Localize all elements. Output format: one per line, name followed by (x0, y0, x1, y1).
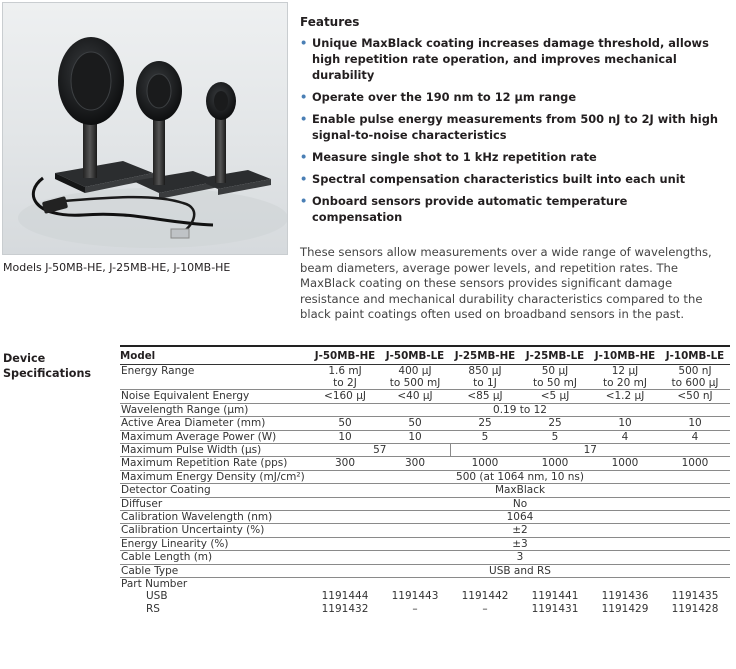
table-cell: 12 µJ to 20 mJ (603, 364, 647, 389)
features-list (300, 35, 720, 225)
feature-item (300, 111, 720, 143)
table-cell: 500 (at 1064 nm, 10 ns) (456, 470, 584, 483)
bullet-icon: • (300, 36, 308, 50)
row-label: Maximum Energy Density (mJ/cm²) (121, 470, 305, 483)
table-row (120, 484, 730, 497)
row-label: Calibration Uncertainty (%) (121, 524, 265, 537)
table-cell: 10 (688, 417, 702, 430)
spec-section-label (3, 351, 91, 381)
sensor-large (55, 37, 153, 193)
table-row (120, 603, 730, 615)
table-row (120, 390, 730, 403)
table-cell: 4 (621, 430, 629, 443)
row-label: RS (146, 602, 160, 615)
table-row (120, 457, 730, 470)
header-model: Model (120, 350, 310, 364)
spec-table (120, 350, 730, 615)
row-label: Diffuser (121, 497, 163, 510)
table-cell: 1191429 (601, 602, 649, 615)
bullet-icon: • (300, 194, 308, 208)
row-label: Calibration Wavelength (nm) (121, 510, 273, 523)
table-cell: 50 µJ to 50 mJ (533, 364, 577, 389)
table-cell: 1000 (611, 457, 639, 470)
description-paragraph: These sensors allow measurements over a wide range of wavelengths, beam diameters, average power levels, and repetition rates. The MaxBlack coating on these sensors provides significant damage resistance and mechanical durability characteristics compared to the black paint coatings often used on broadband sensors in the past. (300, 245, 712, 321)
table-cell: MaxBlack (494, 484, 546, 497)
feature-item (300, 193, 720, 225)
table-cell: 1191441 (531, 590, 579, 603)
table-cell: 4 (691, 430, 699, 443)
row-label: Detector Coating (121, 484, 211, 497)
table-cell: <85 µJ (467, 390, 503, 403)
row-label: Maximum Pulse Width (µs) (121, 443, 262, 456)
feature-text: Spectral compensation characteristics built into each unit (312, 172, 686, 186)
table-cell: 1000 (471, 457, 499, 470)
table-cell: 1191428 (671, 602, 719, 615)
spec-label-line-1: Device (3, 352, 46, 365)
table-cell: 1191436 (601, 590, 649, 603)
section-divider (120, 345, 730, 347)
row-label: Part Number (121, 578, 188, 590)
table-cell: 5 (481, 430, 489, 443)
bullet-icon: • (300, 112, 308, 126)
table-row (120, 470, 730, 483)
row-label: Cable Length (m) (121, 551, 213, 564)
table-cell: 1.6 mJ to 2J (328, 364, 362, 389)
table-cell: ±3 (512, 537, 528, 550)
table-cell: – (482, 602, 488, 615)
header-model-2: J-50MB-LE (380, 350, 450, 364)
table-row (120, 364, 730, 390)
table-header-row (120, 350, 730, 364)
table-cell: 50 (338, 417, 352, 430)
table-cell: 500 nJ to 600 µJ (671, 364, 719, 389)
sensor-small (195, 82, 271, 195)
table-row (120, 417, 730, 430)
table-row (120, 510, 730, 523)
feature-item (300, 89, 720, 105)
feature-item (300, 149, 720, 165)
sensors-illustration (3, 3, 288, 255)
table-cell: 1191435 (671, 590, 719, 603)
table-row (120, 578, 730, 591)
row-label: Noise Equivalent Energy (121, 390, 250, 403)
bullet-icon: • (300, 172, 308, 186)
row-label: Active Area Diameter (mm) (121, 417, 266, 430)
header-model-4: J-25MB-LE (520, 350, 590, 364)
row-label: USB (146, 590, 168, 603)
table-cell: 5 (551, 430, 559, 443)
bullet-icon: • (300, 90, 308, 104)
feature-text: Operate over the 190 nm to 12 µm range (312, 90, 577, 104)
features-title: Features (300, 15, 360, 29)
table-cell: 10 (408, 430, 422, 443)
table-cell: 1191442 (461, 590, 509, 603)
row-label: Energy Linearity (%) (121, 537, 229, 550)
feature-text: Measure single shot to 1 kHz repetition rate (312, 150, 597, 164)
table-cell: 400 µJ to 500 mJ (389, 364, 441, 389)
table-cell: 850 µJ to 1J (468, 364, 502, 389)
header-model-1: J-50MB-HE (310, 350, 380, 364)
table-row (120, 524, 730, 537)
table-cell: 3 (516, 551, 524, 564)
row-label: Maximum Average Power (W) (121, 430, 277, 443)
table-row (120, 497, 730, 510)
table-row (120, 430, 730, 443)
bullet-icon: • (300, 150, 308, 164)
table-cell: 1191431 (531, 602, 579, 615)
table-row (120, 443, 730, 456)
table-cell: 25 (548, 417, 562, 430)
table-cell: 1000 (541, 457, 569, 470)
table-row (120, 403, 730, 416)
table-cell: USB and RS (489, 564, 551, 577)
header-model-3: J-25MB-HE (450, 350, 520, 364)
table-cell: No (512, 497, 528, 510)
table-cell: <40 µJ (397, 390, 433, 403)
table-row (120, 537, 730, 550)
feature-text: Onboard sensors provide automatic temperature compensation (312, 194, 628, 224)
table-row (120, 590, 730, 602)
row-label: Cable Type (121, 564, 179, 577)
features-section (300, 15, 720, 231)
table-cell: <160 µJ (324, 390, 366, 403)
feature-item (300, 35, 720, 83)
header-model-6: J-10MB-LE (660, 350, 730, 364)
table-row (120, 551, 730, 564)
header-model-5: J-10MB-HE (590, 350, 660, 364)
table-cell: <5 µJ (540, 390, 570, 403)
table-cell: 300 (334, 457, 356, 470)
feature-text: Unique MaxBlack coating increases damage threshold, allows high repetition rate operation, and improves mechanical durability (312, 36, 709, 82)
table-cell: 17 (583, 443, 597, 456)
feature-item (300, 171, 720, 187)
spec-label-line-2: Specifications (3, 367, 92, 380)
table-cell: – (412, 602, 418, 615)
table-cell: ±2 (512, 524, 528, 537)
table-cell: 10 (338, 430, 352, 443)
table-cell: 50 (408, 417, 422, 430)
table-cell: 10 (618, 417, 632, 430)
table-cell: 1064 (506, 510, 534, 523)
table-cell: 25 (478, 417, 492, 430)
table-cell: 0.19 to 12 (493, 403, 547, 416)
product-photo (2, 2, 288, 255)
photo-caption: Models J-50MB-HE, J-25MB-HE, J-10MB-HE (3, 261, 231, 274)
table-cell: <50 nJ (677, 390, 713, 403)
table-cell: 1191444 (321, 590, 369, 603)
table-cell: 1000 (681, 457, 709, 470)
table-cell: 1191432 (321, 602, 369, 615)
table-cell (310, 578, 730, 591)
table-cell: 1191443 (391, 590, 439, 603)
table-cell: <1.2 µJ (605, 390, 645, 403)
feature-text: Enable pulse energy measurements from 500 nJ to 2J with high signal-to-noise characteristics (312, 112, 718, 142)
row-label: Wavelength Range (µm) (121, 403, 249, 416)
row-label: Energy Range (121, 364, 195, 377)
table-cell: 300 (404, 457, 426, 470)
table-row (120, 564, 730, 577)
table-cell: 57 (310, 443, 450, 456)
row-label: Maximum Repetition Rate (pps) (121, 457, 288, 470)
